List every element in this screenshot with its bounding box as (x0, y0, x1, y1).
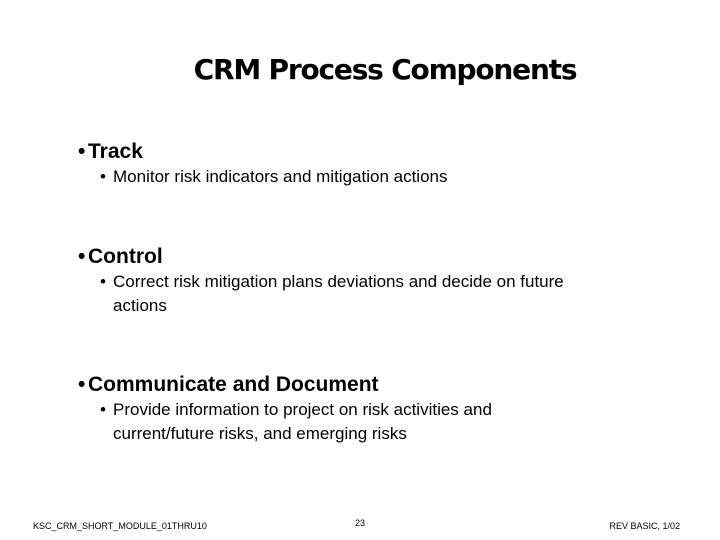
sub-item (100, 165, 593, 189)
sub-item (100, 398, 593, 446)
sub-bullet: • (100, 167, 106, 186)
page-number: 23 (355, 518, 366, 528)
section-control (78, 244, 678, 318)
section-heading (78, 139, 678, 165)
footer-module-label: KSC_CRM_SHORT_MODULE_01THRU10 (33, 521, 207, 531)
sub-item-text: Monitor risk indicators and mitigation actions (113, 167, 448, 186)
heading-text: Track (88, 140, 143, 163)
bullet: • (78, 245, 86, 268)
sub-item-text: Correct risk mitigation plans deviations and decide on future actions (113, 272, 564, 315)
heading-text: Communicate and Document (88, 373, 379, 396)
sub-bullet: • (100, 400, 106, 419)
footer-revision: REV BASIC, 1/02 (609, 521, 680, 531)
section-track (78, 139, 678, 189)
bullet: • (78, 140, 86, 163)
bullet: • (78, 373, 86, 396)
slide-title: CRM Process Components (193, 53, 577, 86)
sub-item-text: Provide information to project on risk activities and current/future risks, and emerging risks (113, 400, 492, 443)
sub-item (100, 270, 593, 318)
section-communicate-and-document (78, 372, 678, 446)
sub-bullet: • (100, 272, 106, 291)
section-heading (78, 244, 678, 270)
section-heading (78, 372, 678, 398)
heading-text: Control (88, 245, 163, 268)
